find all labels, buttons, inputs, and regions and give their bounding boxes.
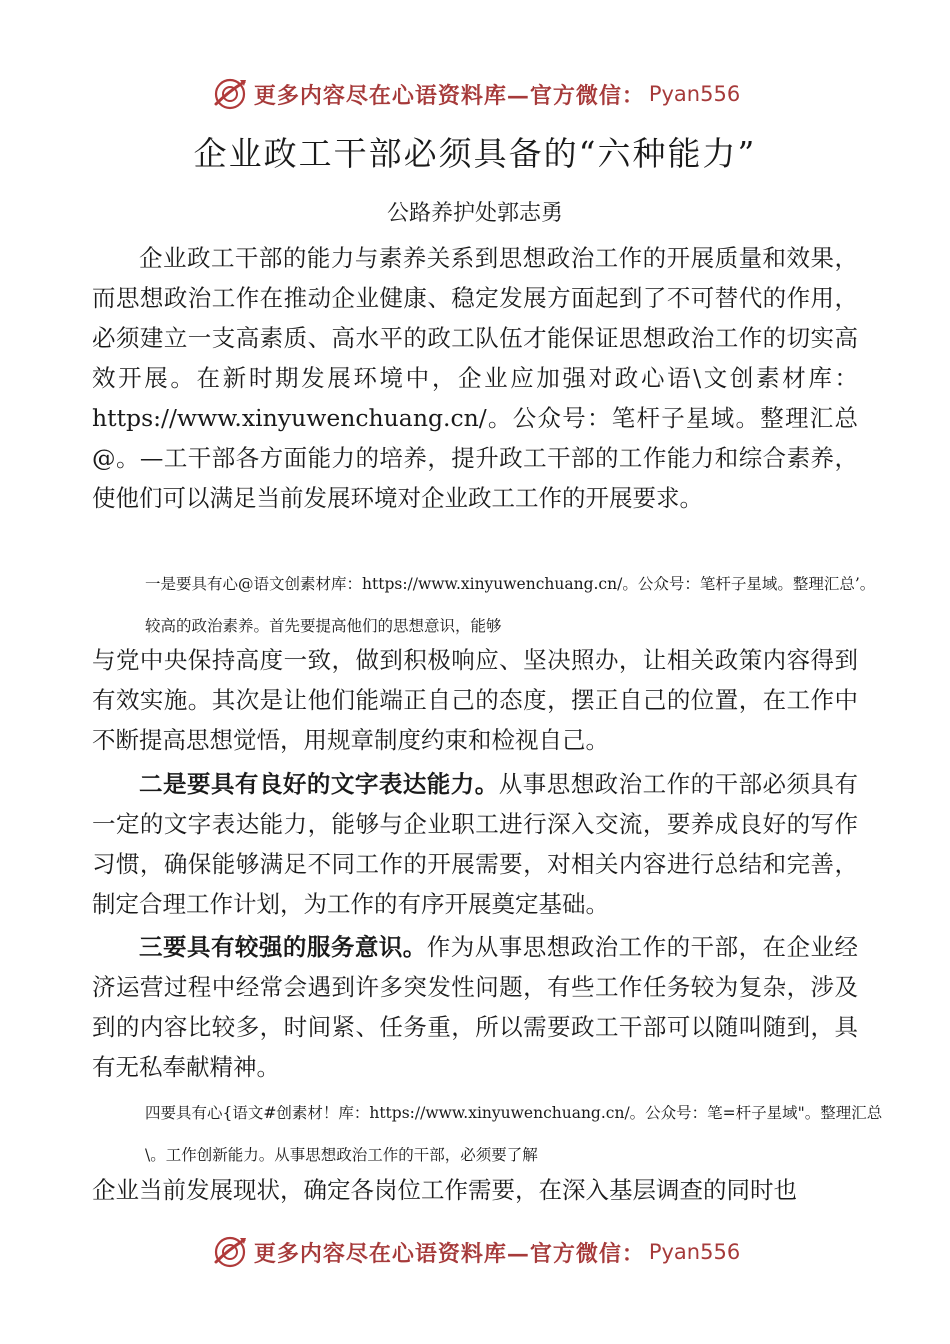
paragraph-2-lead: 二是要具有良好的文字表达能力。 bbox=[139, 770, 499, 798]
document-author: 公路养护处郭志勇 bbox=[386, 201, 563, 226]
paragraph-1-continued: 与党中央保持高度一致，做到积极响应、坚决照办，让相关政策内容得到有效实施。其次是让他们能端正自己的态度，摆正自己的位置，在工作中不断提高思想觉悟，用规章制度约束和检视自己。 bbox=[92, 646, 858, 754]
paragraph-3-text: 作为从事思想政治工作的干部，在企业经济运营过程中经常会遇到许多突发性问题，有些工作任务较为复杂，涉及到的内容比较多，时间紧、任务重，所以需要政工干部可以随叫随到，具有无私奉献精神。 bbox=[92, 933, 859, 1081]
inline-note-1: 一是要具有心@语文创素材库：https://www.xinyuwenchuang.cn/。公众号：笔杆子星域。整理汇总’。较高的政治素养。首先要提高他们的思想意识，能够 bbox=[145, 575, 876, 635]
banner-wechat-id: Pyan556 bbox=[648, 82, 741, 106]
inline-note-2: 四要具有心{语文#创素材！库：https://www.xinyuwenchuang.cn/。公众号：笔=杆子星域"。整理汇总\。工作创新能力。从事思想政治工作的干部，必须要了解 bbox=[145, 1104, 883, 1164]
footer-banner bbox=[0, 1230, 950, 1274]
paragraph-2-text: 从事思想政治工作的干部必须具有一定的文字表达能力，能够与企业职工进行深入交流，要养成良好的写作习惯，确保能够满足不同工作的开展需要，对相关内容进行总结和完善，制定合理工作计划，为工作的有序开展奠定基础。 bbox=[92, 770, 859, 918]
document-title: 企业政工干部必须具备的“六种能力” bbox=[193, 134, 757, 173]
logo-icon bbox=[210, 74, 250, 114]
banner-text: 更多内容尽在心语资料库—官方微信： bbox=[253, 82, 645, 109]
banner-text: 更多内容尽在心语资料库—官方微信： bbox=[253, 1240, 645, 1267]
paragraph-3 bbox=[92, 927, 858, 1087]
banner-wechat-id: Pyan556 bbox=[648, 1240, 741, 1264]
paragraph-4-continued: 企业当前发展现状，确定各岗位工作需要，在深入基层调查的同时也 bbox=[92, 1176, 797, 1204]
intro-paragraph: 企业政工干部的能力与素养关系到思想政治工作的开展质量和效果，而思想政治工作在推动企业健康、稳定发展方面起到了不可替代的作用，必须建立一支高素质、高水平的政工队伍才能保证思想政治工作的切实高效开展。在新时期发展环境中，企业应加强对政心语\文创素材库：https://www.xinyuwenchuang.cn/。公众号：笔杆子星域。整理汇总@。—工干部各方面能力的培养，提升政工干部的工作能力和综合素养，使他们可以满足当前发展环境对企业政工工作的开展要求。 bbox=[92, 244, 858, 512]
header-banner bbox=[0, 72, 950, 116]
logo-icon bbox=[210, 1232, 250, 1272]
paragraph-2 bbox=[92, 764, 858, 924]
paragraph-3-lead: 三要具有较强的服务意识。 bbox=[139, 933, 427, 961]
